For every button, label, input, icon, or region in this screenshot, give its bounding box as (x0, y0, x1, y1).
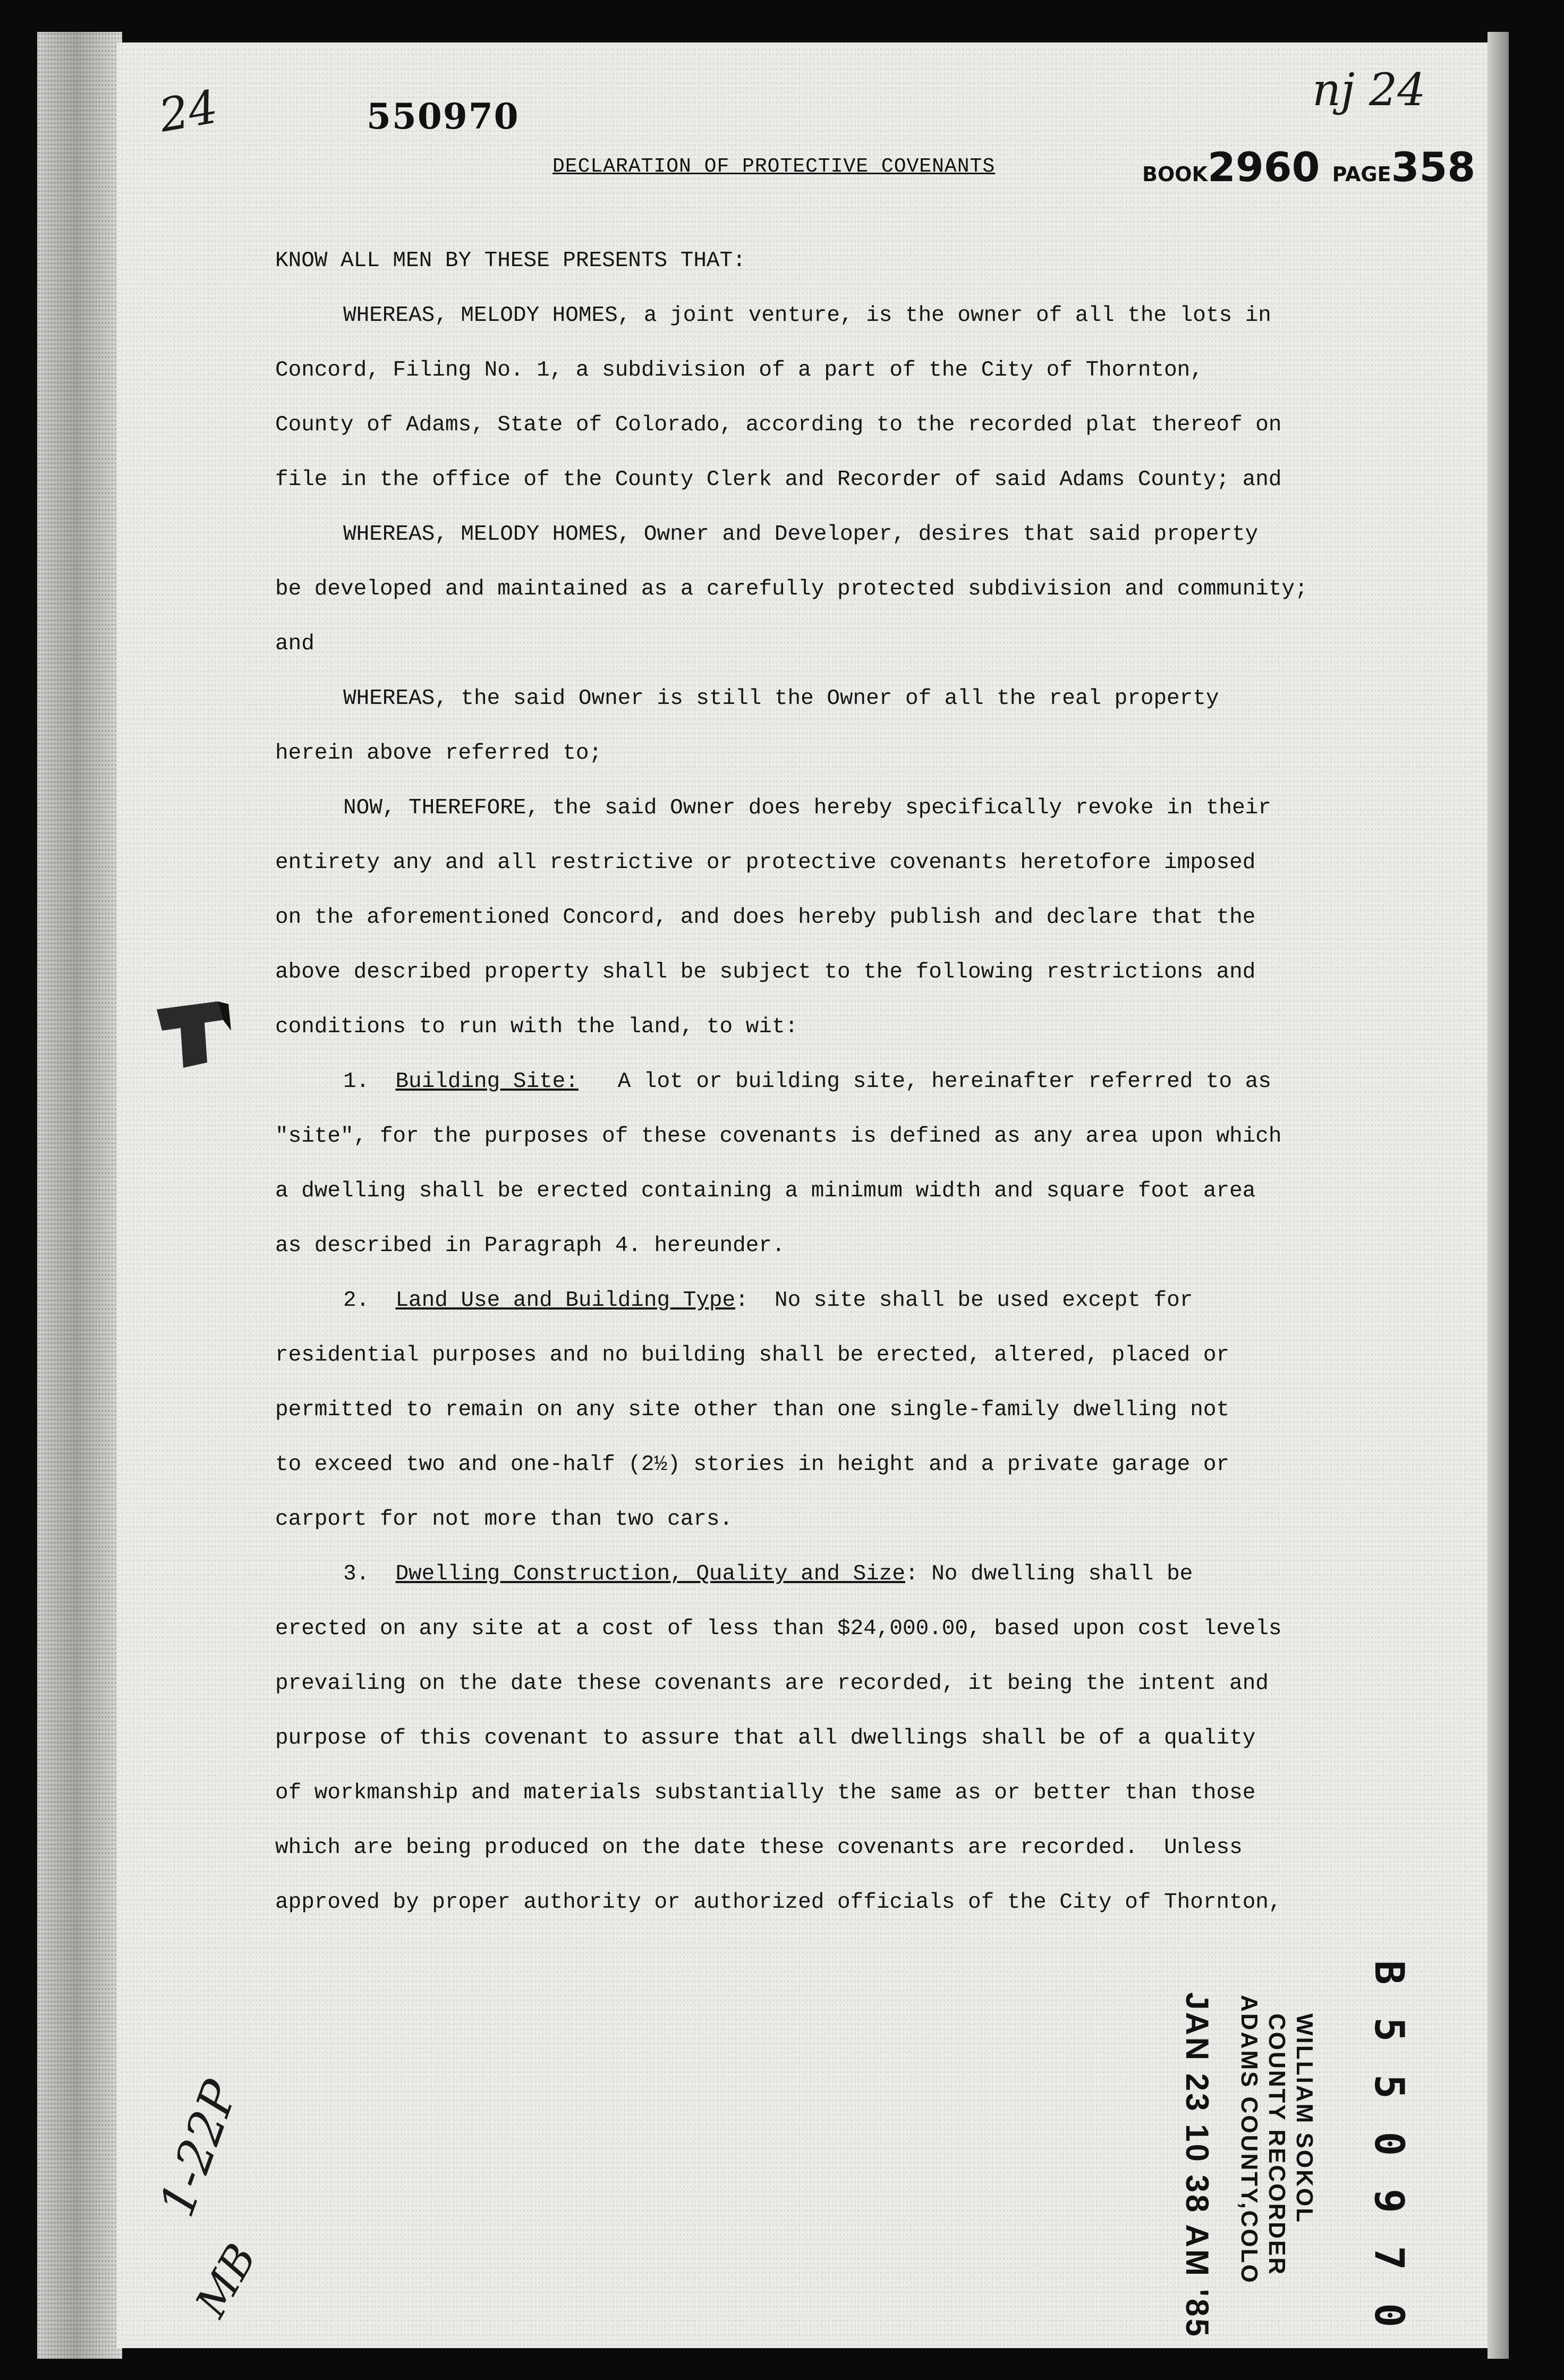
section-heading: Building Site: (395, 1069, 579, 1094)
body-line: file in the office of the County Clerk and Recorder of said Adams County; and (275, 468, 1282, 492)
handwritten-page-mark: 24 (155, 80, 222, 143)
body-line: herein above referred to; (275, 741, 602, 766)
page-right-edge (1488, 32, 1509, 2359)
body-line: entirety any and all restrictive or protective covenants heretofore imposed (275, 851, 1256, 875)
page-number: 358 (1391, 143, 1476, 191)
body-line: carport for not more than two cars. (275, 1507, 733, 1532)
section-text: : No site shall be used except for (735, 1288, 1193, 1313)
body-line: a dwelling shall be erected containing a minimum width and square foot area (275, 1179, 1256, 1203)
body-line: "site", for the purposes of these covenants is defined as any area upon which (275, 1124, 1282, 1149)
binding-strip (37, 32, 122, 2359)
recorder-county: ADAMS COUNTY,COLO (1236, 1995, 1262, 2284)
body-line: erected on any site at a cost of less than $24,000.00, based upon cost levels (275, 1617, 1282, 1641)
index-tab-mark (154, 999, 234, 1078)
reception-number: B 5 5 0 9 7 0 (1366, 1960, 1413, 2332)
document-title: DECLARATION OF PROTECTIVE COVENANTS (552, 155, 996, 178)
body-line: KNOW ALL MEN BY THESE PRESENTS THAT: (275, 249, 746, 273)
handwritten-note: 1-22P (149, 2073, 249, 2224)
book-page-reference (1142, 143, 1475, 191)
section-number: 2. (343, 1288, 370, 1313)
body-line: Concord, Filing No. 1, a subdivision of a part of the City of Thornton, (275, 358, 1203, 382)
section-heading: Dwelling Construction, Quality and Size (395, 1562, 905, 1586)
body-line: prevailing on the date these covenants are recorded, it being the intent and (275, 1671, 1269, 1696)
body-line: residential purposes and no building shall be erected, altered, placed or (275, 1343, 1230, 1367)
recorder-title: COUNTY RECORDER (1264, 2013, 1290, 2276)
body-line: County of Adams, State of Colorado, according to the recorded plat thereof on (275, 413, 1282, 437)
document-number: 550970 (367, 96, 520, 137)
book-number: 2960 (1208, 143, 1320, 191)
book-label: BOOK (1142, 163, 1208, 186)
body-line: approved by proper authority or authorized officials of the City of Thornton, (275, 1890, 1282, 1915)
body-line: WHEREAS, the said Owner is still the Owner of all the real property (343, 686, 1219, 711)
section-2-heading-line (275, 1273, 1391, 1328)
body-line: on the aforementioned Concord, and does hereby publish and declare that the (275, 905, 1256, 930)
body-line: purpose of this covenant to assure that all dwellings shall be of a quality (275, 1726, 1256, 1750)
handwritten-initials-top: nj 24 (1312, 64, 1426, 116)
section-number: 3. (343, 1562, 370, 1586)
body-line: which are being produced on the date these covenants are recorded. Unless (275, 1835, 1243, 1860)
page-label: PAGE (1332, 163, 1391, 186)
handwritten-initials: MB (186, 2236, 266, 2325)
body-line: above described property shall be subject to the following restrictions and (275, 960, 1256, 984)
section-3-heading-line (275, 1547, 1391, 1602)
body-line: WHEREAS, MELODY HOMES, Owner and Developer, desires that said property (343, 522, 1259, 547)
recording-date: JAN 23 10 38 AM '85 (1179, 1992, 1215, 2339)
section-text: A lot or building site, hereinafter referred to as (617, 1069, 1271, 1094)
document-body (275, 234, 1391, 1930)
recorder-name: WILLIAM SOKOL (1291, 2013, 1318, 2224)
body-line: conditions to run with the land, to wit: (275, 1015, 798, 1039)
body-line: of workmanship and materials substantially the same as or better than those (275, 1781, 1256, 1805)
body-line: as described in Paragraph 4. hereunder. (275, 1234, 785, 1258)
section-text: : No dwelling shall be (905, 1562, 1193, 1586)
body-line: permitted to remain on any site other than one single-family dwelling not (275, 1398, 1230, 1422)
body-line: be developed and maintained as a carefully protected subdivision and community; (275, 577, 1308, 601)
body-line: and (275, 632, 314, 656)
body-line: NOW, THEREFORE, the said Owner does hereby specifically revoke in their (343, 796, 1271, 820)
body-line: to exceed two and one-half (2½) stories in height and a private garage or (275, 1452, 1230, 1477)
section-1-heading-line (275, 1055, 1391, 1109)
section-heading: Land Use and Building Type (395, 1288, 736, 1313)
body-line: WHEREAS, MELODY HOMES, a joint venture, is the owner of all the lots in (343, 303, 1271, 328)
section-number: 1. (343, 1069, 370, 1094)
